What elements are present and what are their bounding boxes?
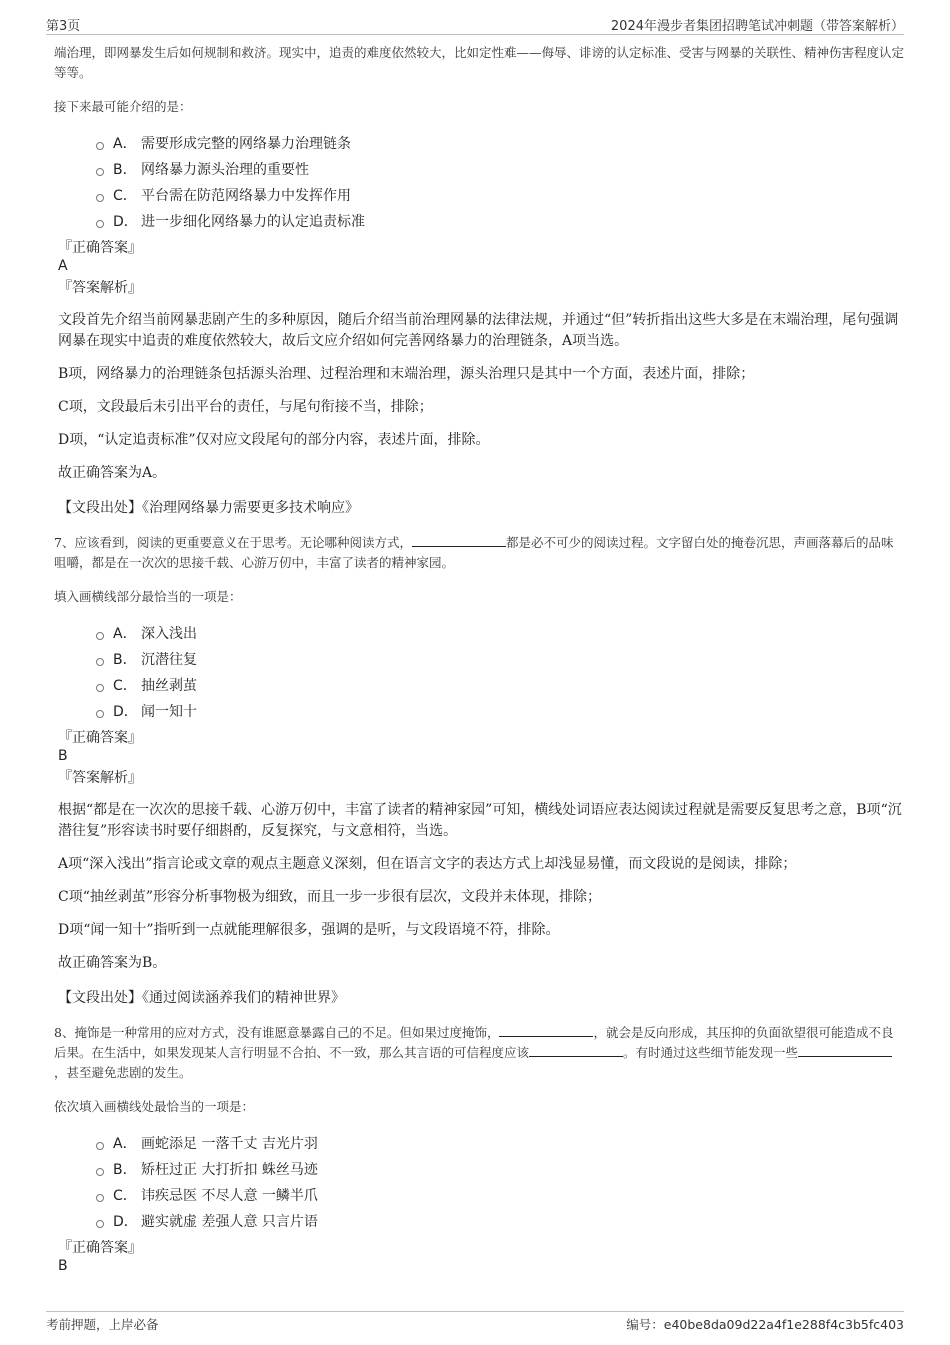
radio-icon[interactable]	[96, 658, 104, 666]
option-list	[96, 621, 904, 725]
question-stem: 7、应该看到，阅读的更重要意义在于思考。无论哪种阅读方式， 都是必不可少的阅读过程。文字留白处的掩卷沉思，声画落幕后的品味咀嚼，都是在一次次的思接千载、心游万仞中，丰富了读者的精神家园。	[54, 535, 894, 570]
fill-blank	[529, 1044, 623, 1057]
correct-answer: B	[58, 748, 68, 764]
option-b[interactable]: B． 网络暴力源头治理的重要性	[96, 157, 904, 183]
question-7	[54, 533, 904, 1009]
option-list	[96, 1131, 904, 1235]
correct-answer-label: 『正确答案』	[58, 1240, 142, 1256]
radio-icon[interactable]	[96, 1168, 104, 1176]
document-title: 2024年漫步者集团招聘笔试冲刺题（带答案解析）	[610, 19, 904, 34]
option-a[interactable]: A． 画蛇添足 一落千丈 吉光片羽	[96, 1131, 904, 1157]
option-b[interactable]: B． 矫枉过正 大打折扣 蛛丝马迹	[96, 1157, 904, 1183]
radio-icon[interactable]	[96, 194, 104, 202]
page-footer	[46, 1311, 904, 1332]
analysis-paragraph: C项，文段最后未引出平台的责任，与尾句衔接不当，排除；	[58, 399, 433, 415]
question-6	[54, 43, 904, 519]
analysis-label: 『答案解析』	[58, 280, 142, 296]
analysis-paragraph: C项“抽丝剥茧”形容分析事物极为细致，而且一步一步很有层次，文段并未体现，排除；	[58, 889, 602, 905]
question-8	[54, 1023, 904, 1275]
page-content	[54, 43, 904, 1275]
analysis-label: 『答案解析』	[58, 770, 142, 786]
analysis-paragraph: A项“深入浅出”指言论或文章的观点主题意义深刻，但在语言文字的表达方式上却浅显易懂，而文段说的是阅读，排除；	[58, 856, 797, 872]
footer-slogan: 考前押题，上岸必备	[46, 1317, 159, 1332]
correct-answer-label: 『正确答案』	[58, 240, 142, 256]
fill-blank	[798, 1044, 892, 1057]
analysis-paragraph: D项“闻一知十”指听到一点就能理解很多，强调的是听，与文段语境不符，排除。	[58, 922, 560, 938]
question-prompt: 接下来最可能介绍的是：	[54, 99, 192, 114]
option-a[interactable]: A． 深入浅出	[96, 621, 904, 647]
page-number: 第3页	[46, 19, 81, 34]
correct-answer-label: 『正确答案』	[58, 730, 142, 746]
radio-icon[interactable]	[96, 710, 104, 718]
radio-icon[interactable]	[96, 1220, 104, 1228]
option-a[interactable]: A． 需要形成完整的网络暴力治理链条	[96, 131, 904, 157]
analysis-paragraph: D项，“认定追责标准”仅对应文段尾句的部分内容，表述片面，排除。	[58, 432, 490, 448]
document-code: 编号：e40be8da09d22a4f1e288f4c3b5fc403	[626, 1317, 904, 1332]
analysis-conclusion: 故正确答案为B。	[58, 955, 167, 971]
radio-icon[interactable]	[96, 1142, 104, 1150]
question-stem: 端治理，即网暴发生后如何规制和救济。现实中，追责的难度依然较大，比如定性难——侮辱、诽谤的认定标准、受害与网暴的关联性、精神伤害程度认定等等。	[54, 45, 905, 80]
radio-icon[interactable]	[96, 684, 104, 692]
option-c[interactable]: C． 抽丝剥茧	[96, 673, 904, 699]
question-stem: 8、掩饰是一种常用的应对方式，没有谁愿意暴露自己的不足。但如果过度掩饰， ，就会是反向形成，其压抑的负面欲望很可能造成不良后果。在生活中，如果发现某人言行明显不合拍、不一致，那么其言语的可信程度应该 。有时通过这些细节能发现一些，甚至避免悲剧的发生。	[54, 1025, 894, 1080]
analysis-paragraph: 文段首先介绍当前网暴悲剧产生的多种原因，随后介绍当前治理网暴的法律法规，并通过“但”转折指出这些大多是在末端治理，尾句强调网暴在现实中追责的难度依然较大，故后文应介绍如何完善网络暴力的治理链条，A项当选。	[58, 312, 899, 349]
page-header	[46, 12, 904, 35]
analysis-paragraph: B项，网络暴力的治理链条包括源头治理、过程治理和末端治理，源头治理只是其中一个方面，表述片面，排除；	[58, 366, 755, 382]
radio-icon[interactable]	[96, 632, 104, 640]
option-d[interactable]: D． 避实就虚 差强人意 只言片语	[96, 1209, 904, 1235]
radio-icon[interactable]	[96, 1194, 104, 1202]
option-c[interactable]: C． 平台需在防范网络暴力中发挥作用	[96, 183, 904, 209]
analysis-conclusion: 故正确答案为A。	[58, 465, 167, 481]
correct-answer: A	[58, 258, 68, 274]
passage-source: 【文段出处】《通过阅读涵养我们的精神世界》	[58, 990, 345, 1006]
fill-blank	[412, 534, 506, 547]
radio-icon[interactable]	[96, 220, 104, 228]
option-c[interactable]: C． 讳疾忌医 不尽人意 一鳞半爪	[96, 1183, 904, 1209]
question-prompt: 依次填入画横线处最恰当的一项是：	[54, 1099, 255, 1114]
passage-source: 【文段出处】《治理网络暴力需要更多技术响应》	[58, 500, 359, 516]
radio-icon[interactable]	[96, 168, 104, 176]
option-b[interactable]: B． 沉潜往复	[96, 647, 904, 673]
fill-blank	[499, 1024, 593, 1037]
question-prompt: 填入画横线部分最恰当的一项是：	[54, 589, 242, 604]
option-list	[96, 131, 904, 235]
analysis-paragraph: 根据“都是在一次次的思接千载、心游万仞中，丰富了读者的精神家园”可知，横线处词语应表达阅读过程就是需要反复思考之意，B项“沉潜往复”形容读书时要仔细斟酌，反复探究，与文意相符，当选。	[58, 802, 902, 839]
correct-answer: B	[58, 1258, 68, 1274]
option-d[interactable]: D． 闻一知十	[96, 699, 904, 725]
option-d[interactable]: D． 进一步细化网络暴力的认定追责标准	[96, 209, 904, 235]
radio-icon[interactable]	[96, 142, 104, 150]
